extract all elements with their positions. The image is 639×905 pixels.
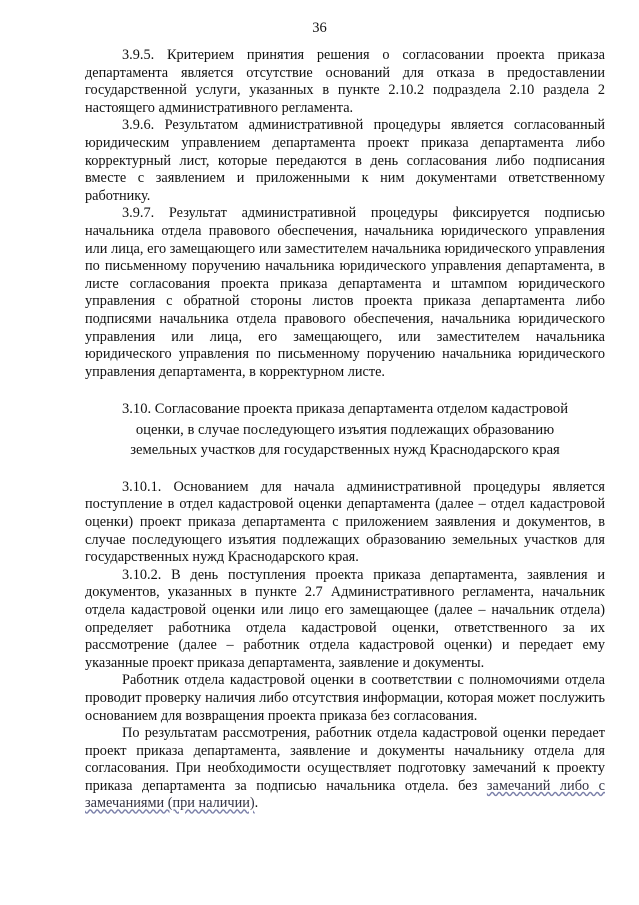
section-heading-line: 3.10. Согласование проекта приказа департамента отделом кадастровой: [121, 401, 569, 418]
review-results-ending: .: [254, 795, 259, 812]
document-body: [85, 47, 605, 813]
paragraph-review-results: [85, 725, 605, 813]
paragraph-3-9-5: 3.9.5. Критерием принятия решения о согласовании проекта приказа департамента является отсутствие оснований для отказа в предоставлении государственной услуги, указанных в пункте 2.10.2 подраздела 2.10 раздела 2 настоящего административного регламента.: [85, 47, 605, 116]
paragraph-3-10-1: 3.10.1. Основанием для начала административной процедуры является поступление в отдел кадастровой оценки департамента (далее – отдел кадастровой оценки) проект приказа департамента с приложением заявления и документов, в случае последующего изъятия подлежащих образованию земельных участков для государственных нужд Краснодарского края.: [85, 478, 605, 566]
page-number: 36: [312, 20, 327, 36]
paragraph-employee-check: Работник отдела кадастровой оценки в соответствии с полномочиями отдела проводит проверку наличия либо отсутствия информации, которая может послужить основанием для возвращения проекта приказа без согласования.: [85, 672, 605, 724]
paragraph-3-9-7: 3.9.7. Результат административной процедуры фиксируется подписью начальника отдела правового обеспечения, начальника юридического управления или лица, его замещающего или заместителем начальника юридического управления по письменному поручению начальника юридического управления департамента, в листе согласования проекта приказа департамента и штампом юридического управления с обратной стороны листов проекта приказа департамента либо подписями начальника отдела правового обеспечения, начальника юридического управления или лица, его замещающего, или заместителем начальника юридического управления по письменному поручению начальника юридического управления департамента, в корректурном листе.: [85, 205, 605, 380]
review-results-text: По результатам рассмотрения, работник отдела кадастровой оценки передает проект приказа департамента, заявление и документы начальнику отдела для согласования. При необходимости осуществляет подготовку замечаний к проекту приказа департамента за подписью начальника отдела. без: [85, 725, 605, 794]
section-heading-3-10: [91, 399, 599, 461]
handwritten-insert: замечаний либо с замечаниями (при наличии): [85, 777, 605, 812]
section-heading-line: земельных участков для государственных нужд Краснодарского края: [130, 442, 560, 459]
paragraph-3-9-6: 3.9.6. Результатом административной процедуры является согласованный юридическим управлением департамента проект приказа департамента либо корректурный лист, которые передаются в день согласования либо подписания вместе с заявлением и приложенными к ним документами ответственному работнику.: [85, 117, 605, 204]
section-heading-line: оценки, в случае последующего изъятия подлежащих образованию: [135, 421, 555, 438]
paragraph-3-10-2: 3.10.2. В день поступления проекта приказа департамента, заявления и документов, указанных в пункте 2.7 Административного регламента, начальник отдела кадастровой оценки или лицо его замещающее (далее – начальник отдела) определяет работника отдела кадастровой оценки, ответственного за их рассмотрение (далее – работник отдела кадастровой оценки) и передает ему указанные проект приказа департамента, заявление и документы.: [85, 566, 605, 671]
